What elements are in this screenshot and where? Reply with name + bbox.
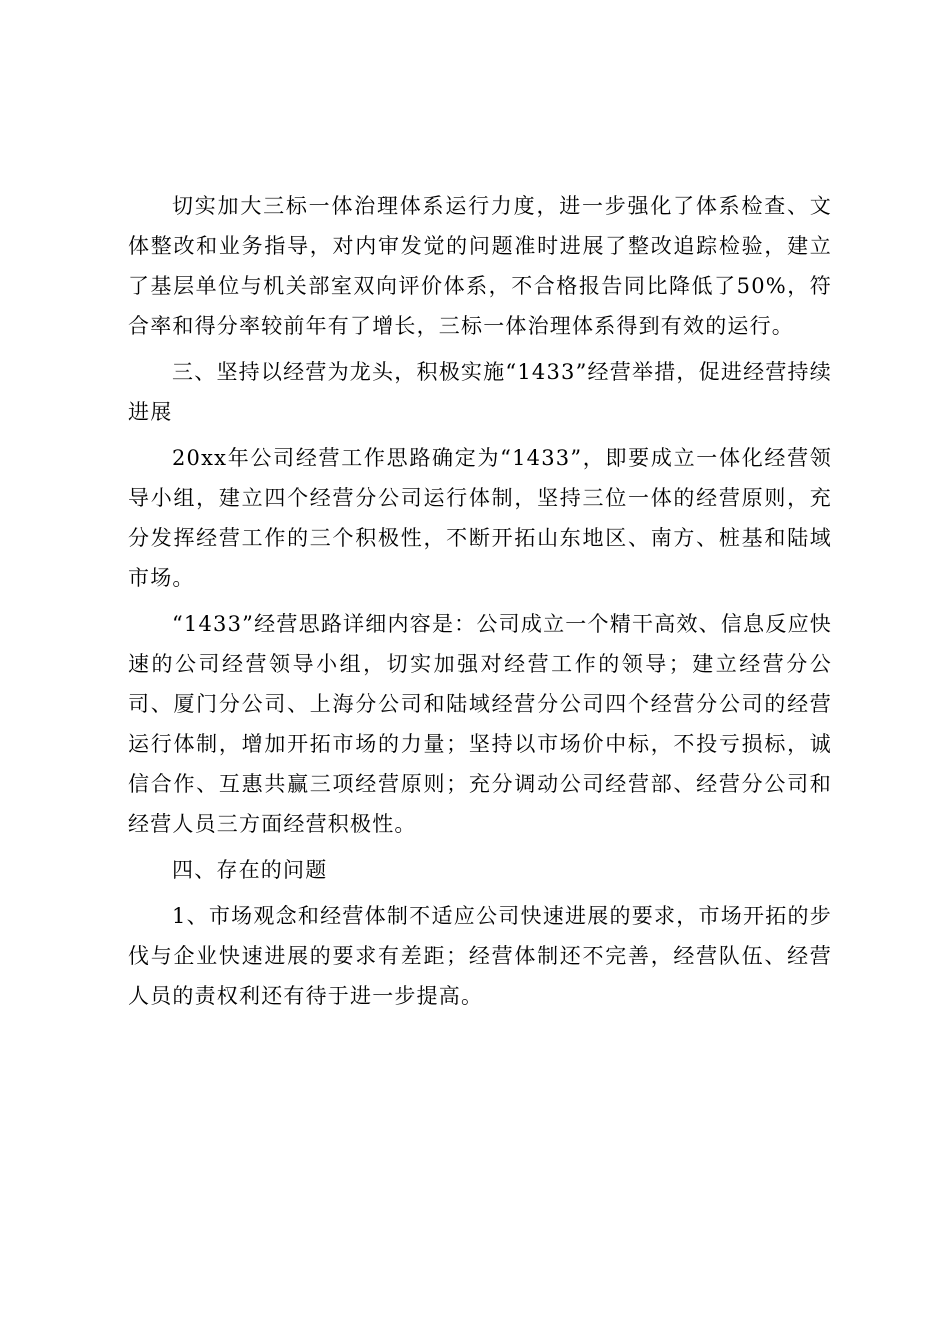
section-heading-four: 四、存在的问题 <box>172 858 328 882</box>
section-heading-three: 三、坚持以经营为龙头，积极实施“1433”经营举措，促进经营持续进展 <box>128 360 832 424</box>
document-page <box>128 186 832 1022</box>
paragraph-problem-one: 1、市场观念和经营体制不适应公司快速进展的要求，市场开拓的步伐与企业快速进展的要求有差距；经营体制还不完善，经营队伍、经营人员的责权利还有待于进一步提高。 <box>128 904 832 1008</box>
paragraph-business-strategy: 20xx年公司经营工作思路确定为“1433”，即要成立一体化经营领导小组，建立四个经营分公司运行体制，坚持三位一体的经营原则，充分发挥经营工作的三个积极性，不断开拓山东地区、南方、桩基和陆域市场。 <box>128 446 832 590</box>
paragraph-management-system: 切实加大三标一体治理体系运行力度，进一步强化了体系检查、文体整改和业务指导，对内审发觉的问题准时进展了整改追踪检验，建立了基层单位与机关部室双向评价体系，不合格报告同比降低了50%，符合率和得分率较前年有了增长，三标一体治理体系得到有效的运行。 <box>128 194 832 338</box>
paragraph-strategy-details: “1433”经营思路详细内容是：公司成立一个精干高效、信息反应快速的公司经营领导小组，切实加强对经营工作的领导；建立经营分公司、厦门分公司、上海分公司和陆域经营分公司四个经营分公司的经营运行体制，增加开拓市场的力量；坚持以市场价中标，不投亏损标，诚信合作、互惠共赢三项经营原则；充分调动公司经营部、经营分公司和经营人员三方面经营积极性。 <box>128 612 832 836</box>
